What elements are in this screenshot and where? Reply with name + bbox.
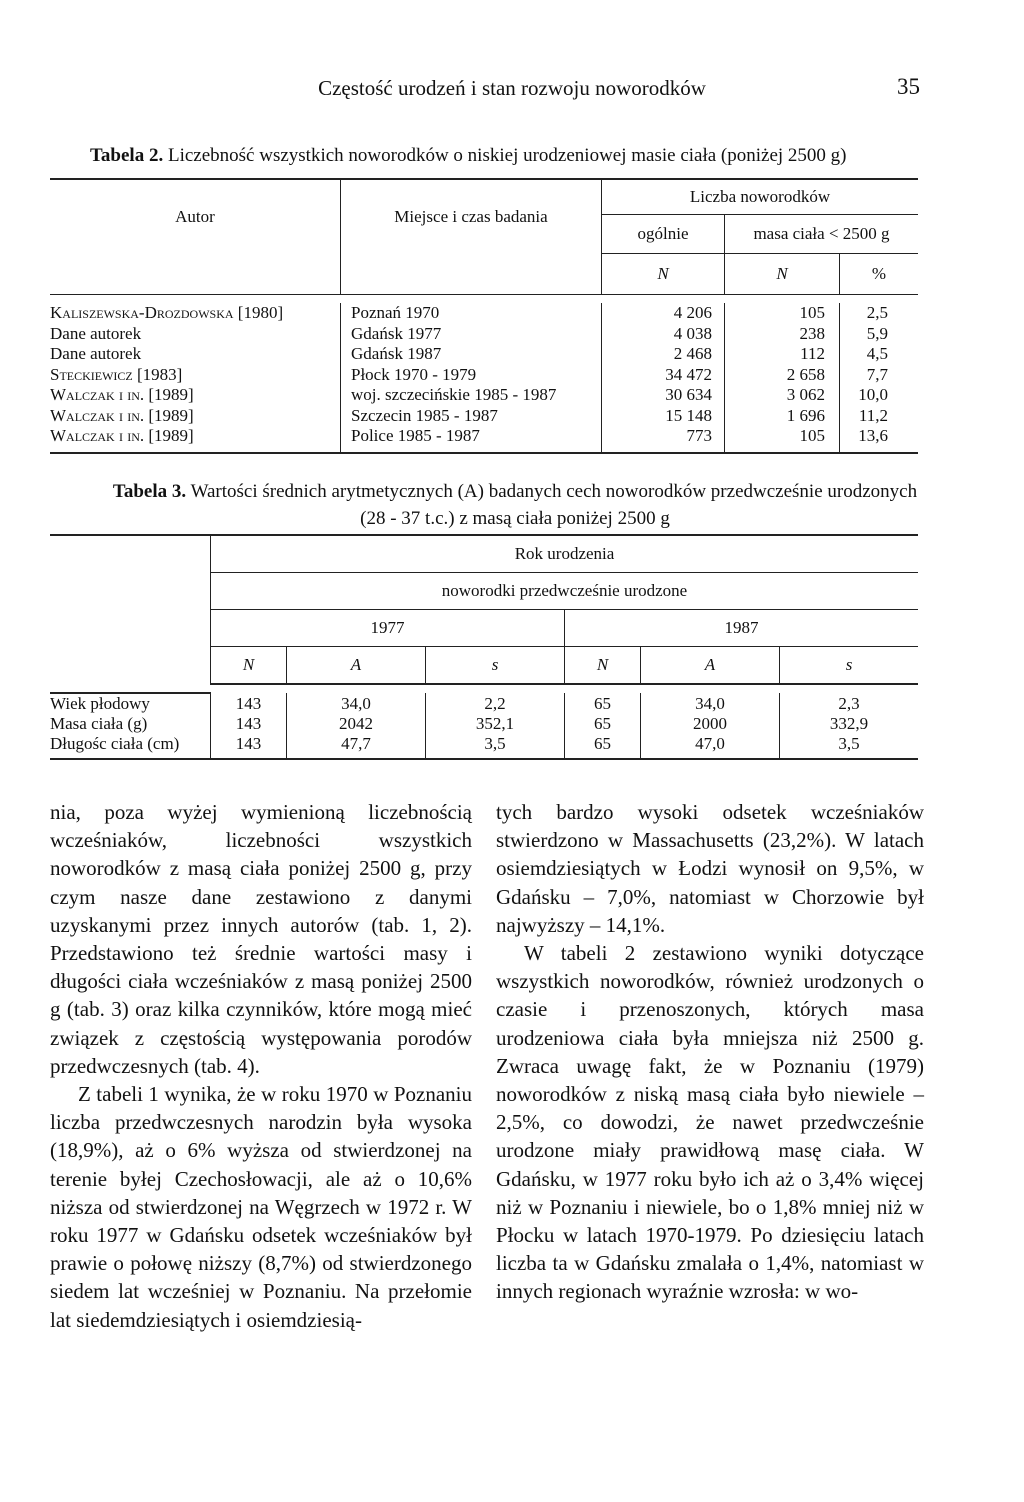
cell-n2: 65 bbox=[565, 693, 641, 714]
table-row bbox=[50, 693, 918, 714]
cell-ogolnie: 34 472 bbox=[602, 365, 725, 386]
cell-miejsce: Police 1985 - 1987 bbox=[341, 426, 602, 453]
cell-ogolnie: 15 148 bbox=[602, 406, 725, 427]
table-row bbox=[50, 714, 918, 734]
cell-n1: 143 bbox=[211, 693, 287, 714]
table2 bbox=[50, 178, 918, 454]
header-n-masa: N bbox=[725, 254, 840, 295]
cell-ogolnie: 773 bbox=[602, 426, 725, 453]
cell-pct: 5,9 bbox=[840, 324, 919, 345]
cell-miejsce: Płock 1970 - 1979 bbox=[341, 365, 602, 386]
cell-a1: 47,7 bbox=[287, 734, 426, 759]
body-column-left bbox=[50, 798, 472, 1334]
cell-autor: Walczak i in. [1989] bbox=[50, 385, 194, 405]
table3-caption-line1: Wartości średnich arytmetycznych (A) badanych cech noworodków przedwcześnie urodzonych bbox=[190, 481, 918, 502]
cell-a2: 47,0 bbox=[641, 734, 780, 759]
table2-caption-text: Liczebność wszystkich noworodków o niskiej urodzeniowej masie ciała (poniżej 2500 g) bbox=[167, 145, 847, 166]
cell-s2: 2,3 bbox=[780, 693, 919, 714]
header-n-ogolnie: N bbox=[602, 254, 725, 295]
header-masa: masa ciała < 2500 g bbox=[725, 215, 919, 254]
cell-n2: 65 bbox=[565, 734, 641, 759]
paragraph: tych bardzo wysoki odsetek wcześniaków stwierdzono w Massachusetts (23,2%). W latach osiemdziesiątych w Łodzi wynosił on 9,5%, w Gdańsku – 7,0%, natomiast w Chorzowie był najwyższy – 14,1%. bbox=[496, 800, 924, 937]
cell-autor: Dane autorek bbox=[50, 344, 142, 364]
header-n: N bbox=[211, 647, 287, 685]
cell-a2: 34,0 bbox=[641, 693, 780, 714]
table2-header-row bbox=[50, 254, 918, 295]
cell-n: 3 062 bbox=[725, 385, 840, 406]
cell-pct: 2,5 bbox=[840, 303, 919, 324]
header-n: N bbox=[565, 647, 641, 685]
paragraph: Z tabeli 1 wynika, że w roku 1970 w Poznaniu liczba przedwczesnych narodzin była wysoka (18,9%), aż o 6% wyższa od stwierdzonej na terenie byłej Czechosłowacji, ale aż o 10,6% niższa od stwierdzonej na Węgrzech w 1972 r. W roku 1977 w Gdańsku odsetek wcześniaków był prawie o połowę niższy (8,7%) od stwierdzonego siedem lat wcześniej w Poznaniu. Na przełomie lat siedemdziesiątych i osiemdziesią- bbox=[50, 1082, 472, 1332]
cell-label: Masa ciała (g) bbox=[50, 714, 148, 733]
cell-pct: 4,5 bbox=[840, 344, 919, 365]
cell-ogolnie: 2 468 bbox=[602, 344, 725, 365]
cell-ogolnie: 4 038 bbox=[602, 324, 725, 345]
paragraph: W tabeli 2 zestawiono wyniki dotyczące wszystkich noworodków, również urodzonych o czasie i przenoszonych, których masa urodzeniowa ciała była mniejsza niż 2500 g. Zwraca uwagę fakt, że w Poznaniu (1979) noworodków z niską masą ciała było niewiele – 2,5%, co dowodzi, że nawet przedwcześnie urodzone miały prawidłową masę ciała. W Gdańsku, w 1977 roku było ich aż o 3,4% więcej niż w Poznaniu i niewiele, bo o 1,8% mniej niż w Płocku w latach 1970-1979. Po dziesięciu latach liczba ta w Gdańsku zmalała o 1,4%, natomiast w innych regionach wyraźnie wzrosła: w wo- bbox=[496, 941, 924, 1304]
cell-autor: Kaliszewska-Drozdowska [1980] bbox=[50, 303, 284, 323]
cell-a1: 2042 bbox=[287, 714, 426, 734]
cell-label: Długośc ciała (cm) bbox=[50, 734, 211, 759]
table2-label: Tabela 2. bbox=[90, 145, 164, 166]
table-row bbox=[50, 406, 918, 427]
cell-s2: 332,9 bbox=[780, 714, 919, 734]
cell-a1: 34,0 bbox=[287, 693, 426, 714]
table3-label: Tabela 3. bbox=[112, 481, 187, 502]
header-liczba: Liczba noworodków bbox=[602, 179, 919, 215]
table-row bbox=[50, 385, 918, 406]
header-s: s bbox=[780, 647, 919, 685]
cell-s2: 3,5 bbox=[780, 734, 919, 759]
table-row bbox=[50, 426, 918, 453]
table3-header-row bbox=[50, 535, 918, 573]
cell-autor: Walczak i in. [1989] bbox=[50, 426, 341, 453]
header-ogolnie: ogólnie bbox=[602, 215, 725, 254]
cell-n: 238 bbox=[725, 324, 840, 345]
header-1977: 1977 bbox=[211, 610, 565, 647]
cell-n1: 143 bbox=[211, 714, 287, 734]
header-noworodki: noworodki przedwcześnie urodzone bbox=[211, 573, 919, 610]
cell-miejsce: woj. szczecińskie 1985 - 1987 bbox=[341, 385, 602, 406]
header-s: s bbox=[426, 647, 565, 685]
cell-autor: Walczak i in. [1989] bbox=[50, 405, 194, 425]
header-a: A bbox=[641, 647, 780, 685]
body-column-right bbox=[496, 798, 924, 1306]
header-miejsce: Miejsce i czas badania bbox=[341, 179, 602, 254]
cell-n: 2 658 bbox=[725, 365, 840, 386]
cell-s1: 2,2 bbox=[426, 693, 565, 714]
cell-autor: Dane autorek bbox=[50, 323, 142, 343]
cell-n: 1 696 bbox=[725, 406, 840, 427]
cell-pct: 7,7 bbox=[840, 365, 919, 386]
table-row bbox=[50, 734, 918, 759]
table3 bbox=[50, 534, 918, 760]
running-header: Częstość urodzeń i stan rozwoju noworodków bbox=[318, 76, 706, 100]
cell-miejsce: Szczecin 1985 - 1987 bbox=[341, 406, 602, 427]
table-row bbox=[50, 303, 918, 324]
cell-miejsce: Gdańsk 1977 bbox=[341, 324, 602, 345]
table2-caption bbox=[90, 142, 990, 169]
cell-a2: 2000 bbox=[641, 714, 780, 734]
table-row bbox=[50, 344, 918, 365]
page-number: 35 bbox=[897, 74, 920, 99]
header-rok: Rok urodzenia bbox=[211, 535, 919, 573]
header-a: A bbox=[287, 647, 426, 685]
cell-n: 112 bbox=[725, 344, 840, 365]
cell-pct: 13,6 bbox=[840, 426, 919, 453]
cell-n: 105 bbox=[725, 426, 840, 453]
cell-n1: 143 bbox=[211, 734, 287, 759]
header-pct: % bbox=[840, 254, 919, 295]
cell-n: 105 bbox=[725, 303, 840, 324]
cell-s1: 3,5 bbox=[426, 734, 565, 759]
header-autor: Autor bbox=[50, 179, 341, 254]
cell-pct: 10,0 bbox=[840, 385, 919, 406]
cell-miejsce: Gdańsk 1987 bbox=[341, 344, 602, 365]
cell-n2: 65 bbox=[565, 714, 641, 734]
cell-ogolnie: 30 634 bbox=[602, 385, 725, 406]
paragraph: nia, poza wyżej wymienioną liczebnością wcześniaków, liczebności wszystkich noworodków z masą ciała poniżej 2500 g, przy czym nasze dane zestawiono z danymi uzyskanymi przez innych autorów (tab. 1, 2). Przedstawiono też średnie wartości masy i długości ciała wcześniaków z masą poniżej 2500 g (tab. 3) oraz kilka czynników, które mogą mieć związek z częstością występowania porodów przedwczesnych (tab. 4). bbox=[50, 800, 472, 1078]
cell-s1: 352,1 bbox=[426, 714, 565, 734]
table3-caption bbox=[50, 478, 980, 532]
table3-caption-line2: (28 - 37 t.c.) z masą ciała poniżej 2500 g bbox=[360, 508, 670, 529]
table2-header-row bbox=[50, 179, 918, 215]
cell-autor: Steckiewicz [1983] bbox=[50, 364, 183, 384]
cell-label: Wiek płodowy bbox=[50, 694, 150, 713]
header-1987: 1987 bbox=[565, 610, 919, 647]
table-row bbox=[50, 365, 918, 386]
cell-miejsce: Poznań 1970 bbox=[341, 303, 602, 324]
cell-ogolnie: 4 206 bbox=[602, 303, 725, 324]
cell-pct: 11,2 bbox=[840, 406, 919, 427]
table-row bbox=[50, 324, 918, 345]
